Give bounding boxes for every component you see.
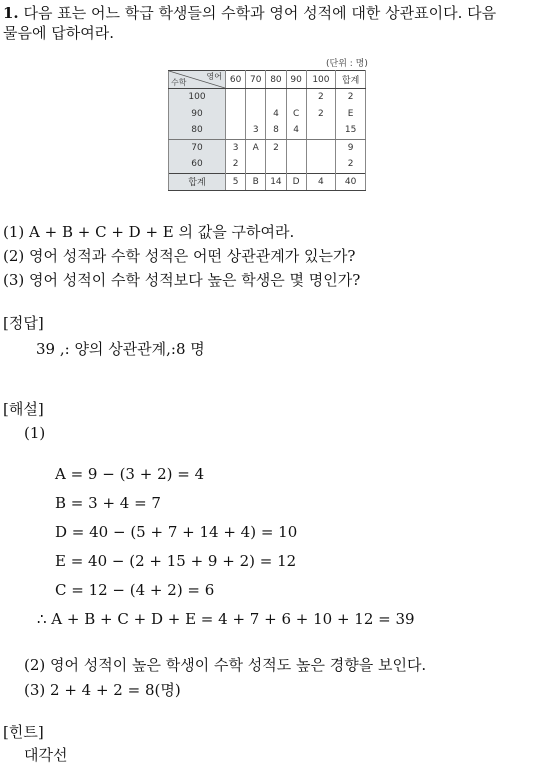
corner-math-label: 수학 <box>171 78 187 87</box>
table-cell: 3 <box>226 139 246 156</box>
table-cell <box>266 89 286 106</box>
table-cell <box>306 122 335 139</box>
table-cell: E <box>336 106 366 123</box>
table-cell: 2 <box>306 89 335 106</box>
table-cell <box>306 139 335 156</box>
table-cell: 15 <box>336 122 366 139</box>
table-cell <box>246 106 266 123</box>
row-header: 60 <box>169 156 226 173</box>
problem-text-1: 다음 표는 어느 학급 학생들의 수학과 영어 성적에 대한 상관표이다. 다음 <box>23 4 497 22</box>
table-row <box>169 106 366 123</box>
row-header: 80 <box>169 122 226 139</box>
table-cell: 8 <box>266 122 286 139</box>
table-cell: 4 <box>286 122 306 139</box>
equation-c: C = 12 − (4 + 2) = 6 <box>55 581 215 599</box>
answer-text: 39 ,: 양의 상관관계,:8 명 <box>36 340 205 358</box>
question-2: (2) 영어 성적과 수학 성적은 어떤 상관관계가 있는가? <box>3 247 356 265</box>
equation-b: B = 3 + 4 = 7 <box>55 494 161 512</box>
table-cell <box>246 156 266 173</box>
col-header: 90 <box>286 71 306 89</box>
table-cell: 2 <box>266 139 286 156</box>
row-header: 70 <box>169 139 226 156</box>
equation-conclusion: ∴ A + B + C + D + E = 4 + 7 + 6 + 10 + 12 = 39 <box>37 610 415 628</box>
explanation-part-3: (3) 2 + 4 + 2 = 8(명) <box>24 681 181 699</box>
correlation-table <box>168 70 366 191</box>
equation-a: A = 9 − (3 + 2) = 4 <box>55 465 205 483</box>
table-cell: 14 <box>266 173 286 191</box>
equation-d: D = 40 − (5 + 7 + 14 + 4) = 10 <box>55 523 298 541</box>
table-cell: 4 <box>266 106 286 123</box>
table-cell: 2 <box>336 156 366 173</box>
table-cell: 9 <box>336 139 366 156</box>
table-cell <box>226 106 246 123</box>
problem-line-1 <box>3 2 496 23</box>
table-cell <box>226 89 246 106</box>
problem-text-2: 물음에 답하여라. <box>3 24 114 42</box>
table-row <box>169 122 366 139</box>
table-cell: 2 <box>226 156 246 173</box>
col-header: 합계 <box>336 71 366 89</box>
question-1: (1) A + B + C + D + E 의 값을 구하여라. <box>3 223 295 241</box>
table-cell <box>266 156 286 173</box>
table-unit: (단위 : 명) <box>326 59 368 69</box>
row-header: 합계 <box>169 173 226 191</box>
table-cell: 5 <box>226 173 246 191</box>
table-cell <box>246 89 266 106</box>
table-cell: 2 <box>336 89 366 106</box>
table-cell <box>226 122 246 139</box>
table-cell: 4 <box>306 173 335 191</box>
col-header: 100 <box>306 71 335 89</box>
hint-text: 대각선 <box>24 746 68 764</box>
row-header: 100 <box>169 89 226 106</box>
table-cell: C <box>286 106 306 123</box>
hint-label: [힌트] <box>3 723 44 741</box>
table-corner-cell <box>169 71 226 89</box>
table-cell: B <box>246 173 266 191</box>
table-cell: 40 <box>336 173 366 191</box>
table-header-row <box>169 71 366 89</box>
col-header: 60 <box>226 71 246 89</box>
corner-english-label: 영어 <box>206 72 222 81</box>
explanation-part-1: (1) <box>24 424 46 442</box>
table-cell: D <box>286 173 306 191</box>
table-cell: 3 <box>246 122 266 139</box>
table-cell <box>286 89 306 106</box>
row-header: 90 <box>169 106 226 123</box>
table-cell <box>306 156 335 173</box>
equation-e: E = 40 − (2 + 15 + 9 + 2) = 12 <box>55 552 297 570</box>
table-total-row <box>169 173 366 191</box>
table-row <box>169 139 366 156</box>
problem-number: 1. <box>3 4 19 22</box>
col-header: 80 <box>266 71 286 89</box>
table-row <box>169 156 366 173</box>
col-header: 70 <box>246 71 266 89</box>
table-cell <box>286 156 306 173</box>
table-row <box>169 89 366 106</box>
table-cell <box>286 139 306 156</box>
table-cell: A <box>246 139 266 156</box>
explanation-part-2: (2) 영어 성적이 높은 학생이 수학 성적도 높은 경향을 보인다. <box>24 656 427 674</box>
table-cell: 2 <box>306 106 335 123</box>
explanation-label: [해설] <box>3 400 44 418</box>
question-3: (3) 영어 성적이 수학 성적보다 높은 학생은 몇 명인가? <box>3 271 361 289</box>
answer-label: [정답] <box>3 314 44 332</box>
